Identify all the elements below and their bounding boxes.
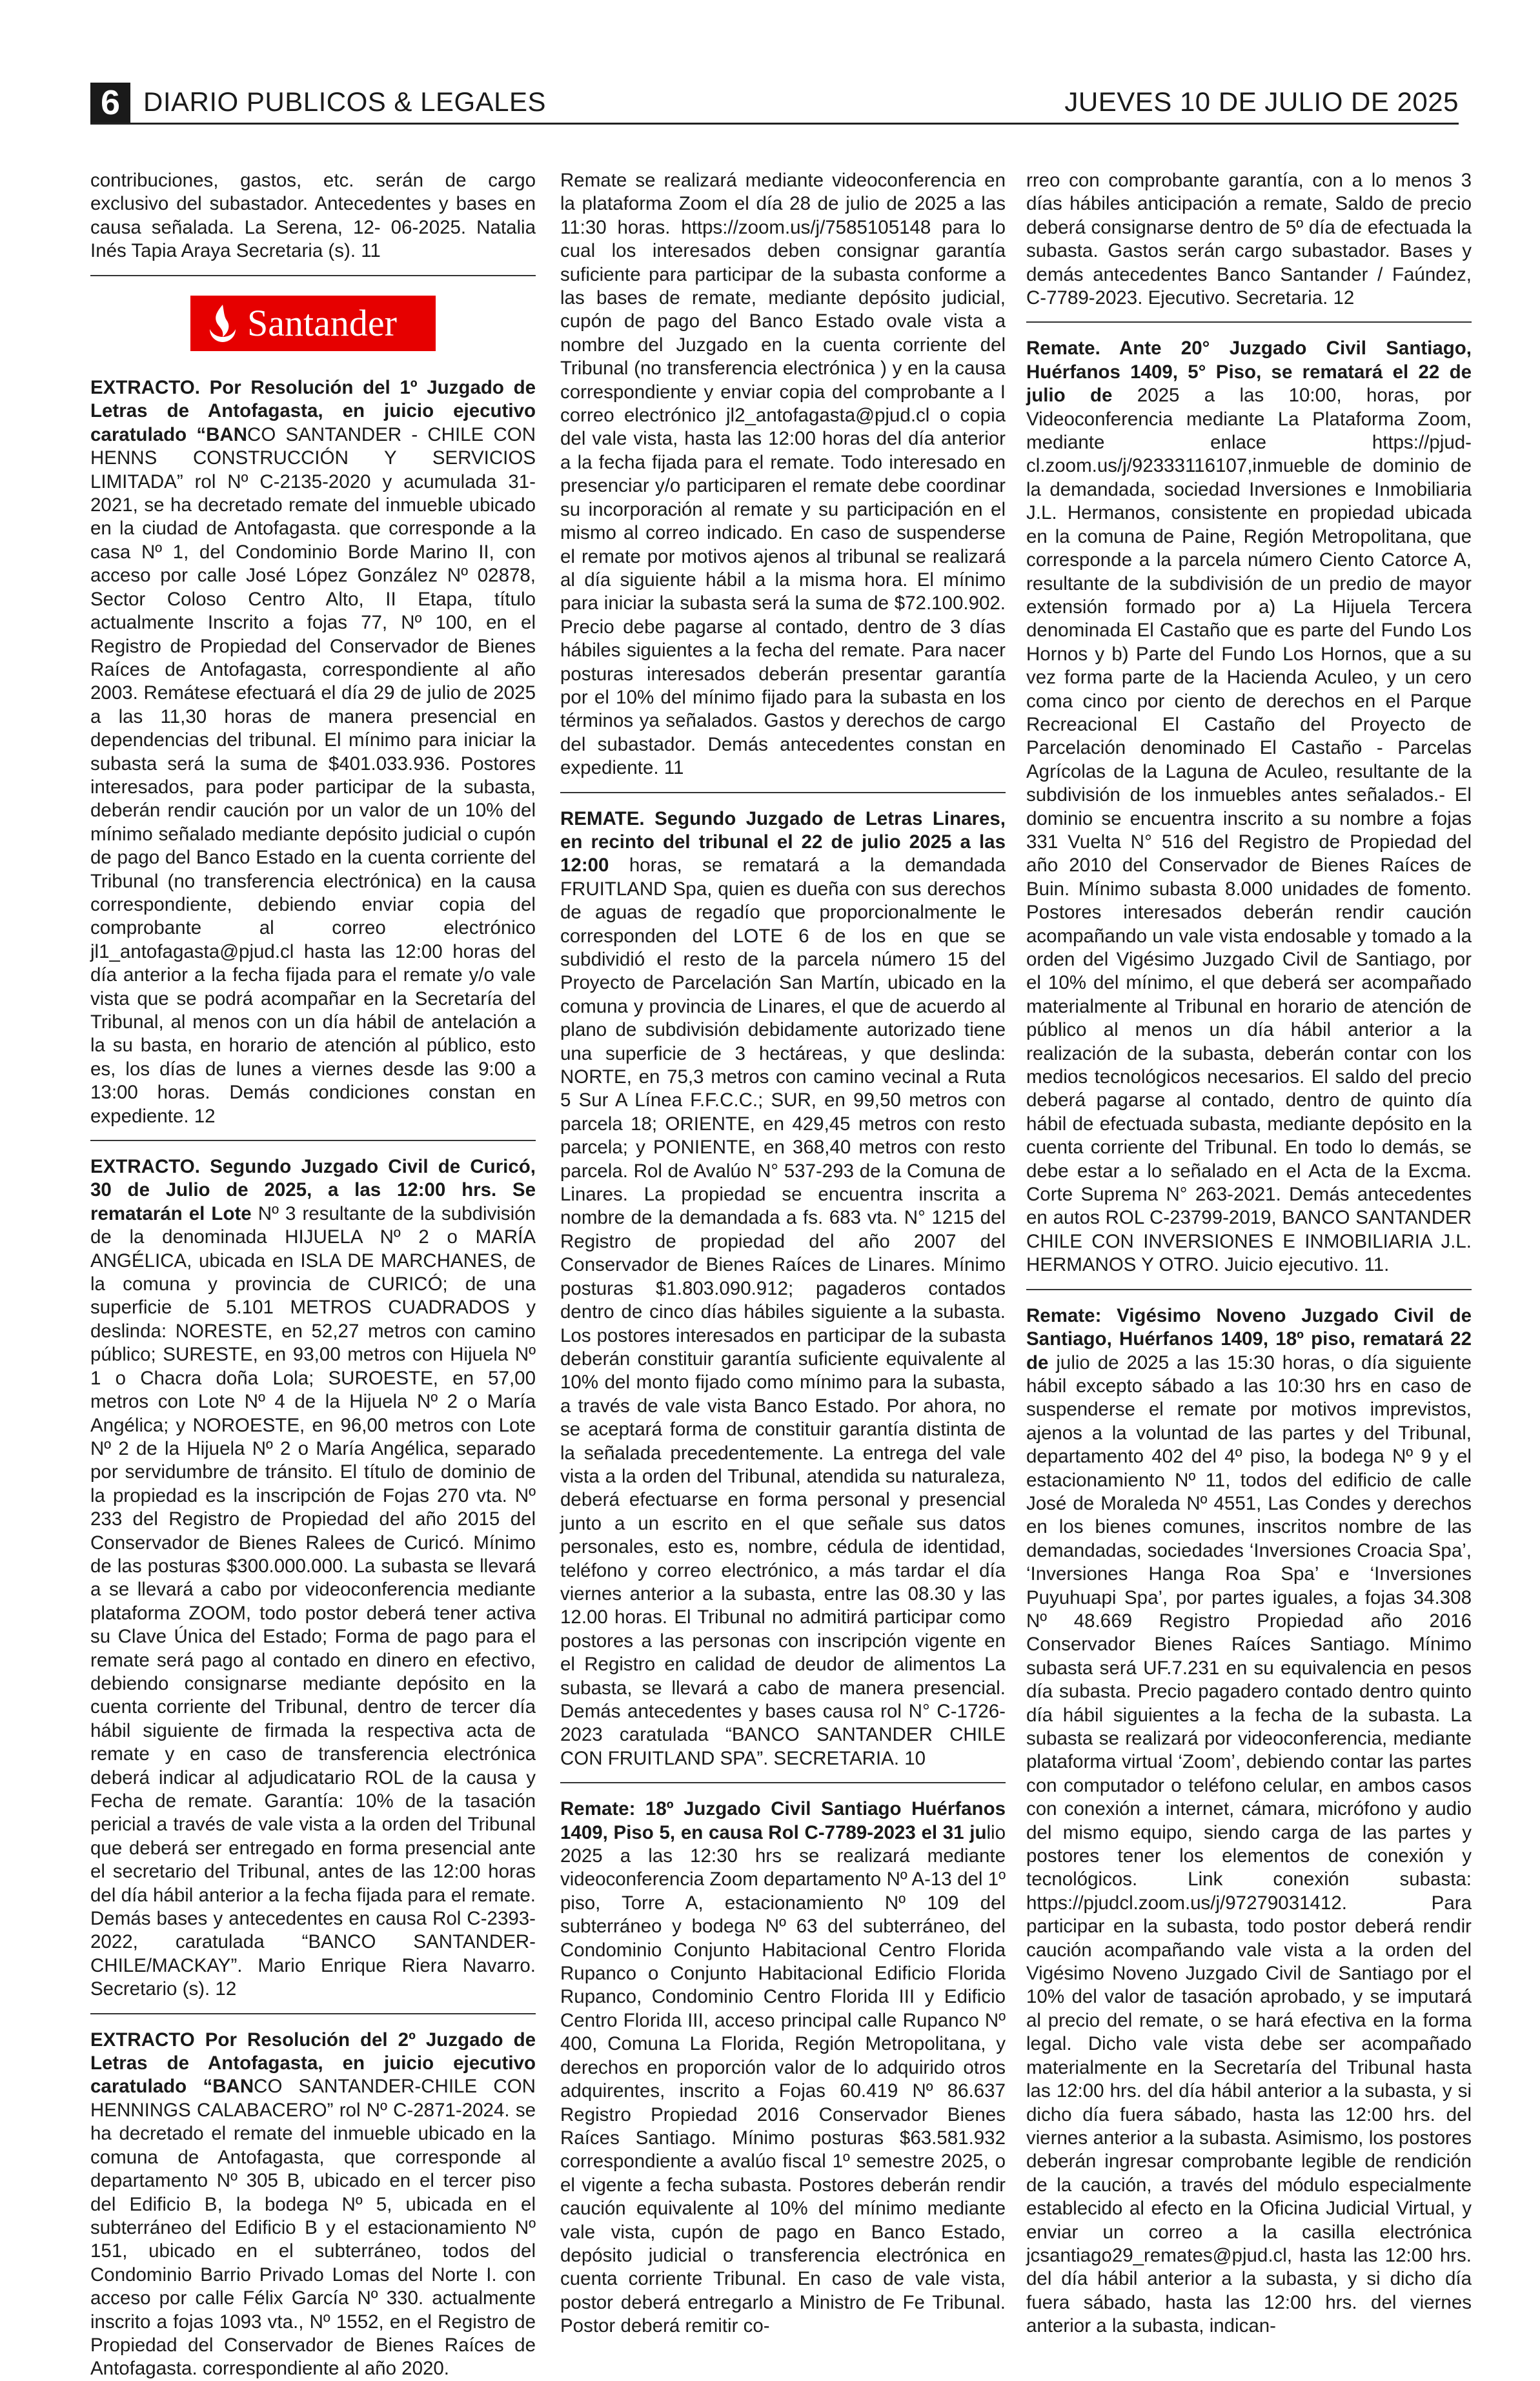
notice	[560, 792, 1006, 1771]
notice	[560, 1782, 1006, 2338]
notice-lead: EXTRACTO Por Resolución del 2º Juzgado de Letras de Antofagasta, en juicio ejecutivo caratulado “BAN	[90, 2029, 536, 2098]
notice	[1026, 1289, 1472, 2338]
logo-wordmark: Santander	[247, 301, 397, 344]
advertiser-logo-block	[90, 275, 536, 376]
notice	[90, 1140, 536, 2001]
column-3	[1026, 169, 1472, 2338]
flame-icon	[205, 303, 241, 343]
notice-body: lio 2025 a las 12:30 hrs se realizará mediante videoconferencia Zoom departamento Nº A-13 del 1º piso, Torre A, estacionamiento Nº 109 del subterráneo y bodega Nº 63 del subterráneo, del Condominio Conjunto Habitacional Centro Florida Rupanco o Conjunto Habitacional Edificio Florida Rupanco, Condominio Centro Florida III y Edificio Centro Florida III, acceso principal calle Rupanco Nº 400, Comuna La Florida, Región Metropolitana, y derechos en proporción valor de lo adquirido otros adquirentes, inscrito a Fojas 60.419 Nº 86.637 Registro Propiedad 2016 Conservador Bienes Raíces Santiago. Mínimo posturas $63.581.932 correspondiente a avalúo fiscal 1º semestre 2025, o el vigente a fecha subasta. Postores deberán rendir caución equivalente al 10% del mínimo mediante vale vista, cupón de pago en Banco Estado, depósito judicial o transferencia electrónica en cuenta corriente Tribunal. En caso de vale vista, postor deberá entregarlo a Ministro de Fe Tribunal. Postor deberá remitir co-	[560, 1821, 1006, 2337]
santander-logo	[190, 296, 436, 351]
notice-continuation: contribuciones, gastos, etc. serán de cargo exclusivo del subastador. Antecedentes y bases en causa señalada. La Serena, 12- 06-2025. Natalia Inés Tapia Araya Secretaria (s). 11	[90, 170, 536, 262]
notice-body: 2025 a las 10:00, horas, por Videoconferencia mediante La Plataforma Zoom, mediante enlace https://pjud-cl.zoom.us/j/92333116107,inmueble de dominio de la demandada, sociedad Inversiones e Inmobiliaria J.L. Hermanos, consistente en propiedad ubicada en la comuna de Paine, Región Metropolitana, que corresponde a la parcela número Ciento Catorce A, resultante de la subdivisión de un predio de mayor extensión formado por a) La Hijuela Tercera denominada El Castaño que es parte del Fundo Los Hornos y b) Parte del Fundo Los Hornos, que a su vez forma parte de la Hacienda Aculeo, y un cero coma cinco por ciento de derechos en el Parque Recreacional El Castaño del Proyecto de Parcelación denominado El Castaño - Parcelas Agrícolas de la Laguna de Aculeo, resultante de la subdivisión de los inmuebles antes señalados.- El dominio se encuentra inscrito a su nombre a fojas 331 Vuelta N° 516 del Registro de Propiedad del año 2010 del Conservador de Bienes Raíces de Buin. Mínimo subasta 8.000 unidades de fomento. Postores interesados deberán rendir caución acompañando un vale vista endosable y tomado a la orden del Vigésimo Juzgado Civil de Santiago, por el 10% del mínimo, el que deberá ser acompañado materialmente al Tribunal en horario de atención de público al menos un día hábil anterior a la realización de la subasta, deberán contar con los medios tecnológicos necesarios. El saldo del precio deberá pagarse al contado, dentro de quinto día hábil de efectuada subasta, mediante depósito en la cuenta corriente del Tribunal. En todo lo demás, se debe estar a lo señalado en el Acta de la Excma. Corte Suprema N° 263-2021. Demás antecedentes en autos ROL C-23799-2019, BANCO SANTANDER CHILE CON INVERSIONES E INMOBILIARIA J.L. HERMANOS Y OTRO. Juicio ejecutivo. 11.	[1026, 385, 1472, 1276]
publication-title: DIARIO PUBLICOS & LEGALES	[143, 86, 547, 117]
column-1	[90, 169, 536, 2381]
column-2	[560, 169, 1006, 2338]
notice-continuation: Remate se realizará mediante videoconferencia en la plataforma Zoom el día 28 de julio de 2025 a las 11:30 horas. https://zoom.us/j/7585105148 para lo cual los interesados deben consignar garantía suficiente para participar de la subasta conforme a las bases de remate, mediante depósito judicial, cupón de pago del Banco Estado ovale vista a nombre del Juzgado en la cuenta corriente del Tribunal (no transferencia electrónica ) y en la causa correspondiente y enviar copia del comprobante a I correo electrónico jl2_antofagasta@pjud.cl o copia del vale vista, hasta las 12:00 horas del día anterior a la fecha fijada para el remate. Todo interesado en presenciar y/o participaren el remate debe coordinar su incorporación al remate y su participación en el mismo al correo indicado. En caso de suspenderse el remate por motivos ajenos al tribunal se realizará al día siguiente hábil a la misma hora. El mínimo para iniciar la subasta será la suma de $72.100.902. Precio debe pagarse al contado, dentro de 3 días hábiles siguientes a la fecha del remate. Para nacer posturas interesados deberán presentar garantía por el 10% del mínimo fijado para la subasta en los términos ya señalados. Gastos y derechos de cargo del subastador. Demás antecedentes constan en expediente. 11	[560, 170, 1006, 779]
notice-body: CO SANTANDER - CHILE CON HENNS CONSTRUCCIÓN Y SERVICIOS LIMITADA” rol Nº C-2135-2020 y acumulada 31-2021, se ha decretado remate del inmueble ubicado en la ciudad de Antofagasta. que corresponde a la casa Nº 1, del Condominio Borde Marino II, con acceso por calle José López González Nº 02878, Sector Coloso Centro Alto, II Etapa, título actualmente Inscrito a fojas 77, Nº 100, en el Registro de Propiedad del Conservador de Bienes Raíces de Antofagasta, correspondiente al año 2003. Remátese efectuará el día 29 de julio de 2025 a las 11,30 horas de manera presencial en dependencias del tribunal. El mínimo para iniciar la subasta será la suma de $401.033.936. Postores interesados, para poder participar de la subasta, deberán rendir caución por un valor de un 10% del mínimo señalado mediante depósito judicial o cupón de pago del Banco Estado en la cuenta corriente del Tribunal (no transferencia electrónica) en la causa correspondiente, debiendo enviar copia del comprobante al correo electrónico jl1_antofagasta@pjud.cl hasta las 12:00 horas del día anterior a la fecha fijada para el remate y/o vale vista que se podrá acompañar en la Secretaría del Tribunal, al menos con un día hábil de antelación a la su basta, en horario de atención al público, esto es, los días de lunes a viernes desde las 9:00 a 13:00 horas. Demás condiciones constan en expediente. 12	[90, 423, 536, 1127]
notice-lead: Remate: 18º Juzgado Civil Santiago Huérfanos 1409, Piso 5, en causa Rol C-7789-2023 el 31 ju	[560, 1798, 1006, 1843]
page-number: 6	[90, 83, 130, 123]
publication-date: JUEVES 10 DE JULIO DE 2025	[1064, 86, 1459, 117]
notice-lead: EXTRACTO. Segundo Juzgado Civil de Curicó, 30 de Julio de 2025, a las 12:00 hrs. Se rematarán el Lote	[90, 1156, 536, 1224]
notice-lead: REMATE. Segundo Juzgado de Letras Linares, en recinto del tribunal el 22 de julio 2025 a las 12:00	[560, 807, 1006, 876]
notice-body: Nº 3 resultante de la subdivisión de la denominada HIJUELA Nº 2 o MARÍA ANGÉLICA, ubicada en ISLA DE MARCHANES, de la comuna y provincia de CURICÓ; de una superficie de 5.101 METROS CUADRADOS y deslinda: NORESTE, en 52,27 metros con camino público; SURESTE, en 93,00 metros con Hijuela Nº 1 o Chacra doña Lola; SUROESTE, en 57,00 metros con Lote Nº 4 de la Hijuela Nº 2 o María Angélica; y NOROESTE, en 96,00 metros con Lote Nº 2 de la Hijuela Nº 2 o María Angélica, separado por servidumbre de tránsito. El título de dominio de la propiedad es la inscripción de Fojas 270 vta. Nº 233 del Registro de Propiedad del año 2015 del Conservador de Bienes Ralees de Curicó. Mínimo de las posturas $300.000.000. La subasta se llevará a se llevará a cabo por videoconferencia mediante plataforma ZOOM, todo postor deberá tener activa su Clave Única del Estado; Forma de pago para el remate será pago al contado en dinero en efectivo, debiendo consignarse mediante depósito en la cuenta corriente del Tribunal, dentro de tercer día hábil siguiente de firmada la respectiva acta de remate y en caso de transferencia electrónica deberá indicar al adjudicatario ROL de la causa y Fecha de remate. Garantía: 10% de la tasación pericial a través de vale vista a la orden del Tribunal que deberá ser entregado en forma presencial ante el secretario del Tribunal, antes de las 12:00 horas del día hábil anterior a la fecha fijada para el remate. Demás bases y antecedentes en causa Rol C-2393-2022, caratulada “BANCO SANTANDER-CHILE/MACKAY”. Mario Enrique Riera Navarro. Secretario (s). 12	[90, 1202, 536, 2000]
page-header	[90, 83, 1459, 125]
notice-lead: Remate. Ante 20° Juzgado Civil Santiago, Huérfanos 1409, 5° Piso, se rematará el 22 de julio de	[1026, 338, 1472, 407]
notice-body: CO SANTANDER-CHILE CON HENNINGS CALABACERO” rol Nº C-2871-2024. se ha decretado el remate del inmueble ubicado en la comuna de Antofagasta, que corresponde al departamento Nº 305 B, ubicado en el tercer piso del Edificio B, la bodega Nº 5, ubicada en el subterráneo del Edificio B y el estacionamiento Nº 151, ubicado en el subterráneo, todos del Condominio Barrio Privado Lomas del Norte I. con acceso por calle Félix García Nº 330. actualmente inscrito a fojas 1093 vta., Nº 1552, en el Registro de Propiedad del Conservador de Bienes Raíces de Antofagasta. correspondiente al año 2020.	[90, 2076, 536, 2380]
notice	[90, 2013, 536, 2381]
notice	[90, 376, 536, 1128]
notice	[1026, 321, 1472, 1277]
notice-body: julio de 2025 a las 15:30 horas, o día siguiente hábil excepto sábado a las 10:30 hrs en caso de suspenderse el remate por motivos imprevistos, ajenos a la voluntad de las partes y del Tribunal, departamento 402 del 4º piso, la bodega Nº 9 y el estacionamiento Nº 11, todos del edificio de calle José de Moraleda Nº 4551, Las Condes y derechos en los bienes comunes, inscritos nombre de las demandadas, sociedades ‘Inversiones Croacia Spa’, ‘Inversiones Hanga Roa Spa’ e ‘Inversiones Puyuhuapi Spa’, por partes iguales, a fojas 34.308 Nº 48.669 Registro Propiedad año 2016 Conservador Bienes Raíces Santiago. Mínimo subasta será UF.7.231 en su equivalencia en pesos día subasta. Precio pagadero contado dentro quinto día hábil siguientes a la fecha de la subasta. La subasta se realizará por videoconferencia, mediante plataforma virtual ‘Zoom’, debiendo contar las partes con computador o teléfono celular, en ambos casos con conexión a internet, cámara, micrófono y audio del mismo equipo, siendo carga de las partes y postores tener los elementos de conexión y tecnológicos. Link conexión subasta: https://pjudcl.zoom.us/j/97279031412. Para participar en la subasta, todo postor deberá rendir caución acompañando vale vista a la orden del Vigésimo Noveno Juzgado Civil de Santiago por el 10% del valor de tasación aprobado, y se imputará al precio del remate, o se hará efectiva en la forma legal. Dicho vale vista debe ser acompañado materialmente en la Secretaría del Tribunal hasta las 12:00 hrs. del día hábil anterior a la subasta, y si dicho día fuera sábado, hasta las 12:00 hrs. del viernes anterior a la subasta. Asimismo, los postores deberán ingresar comprobante legible de rendición de la caución, a través del módulo especialmente establecido al efecto en la Oficina Judicial Virtual, y enviar un correo a la casilla electrónica jcsantiago29_remates@pjud.cl, hasta las 12:00 hrs. del día hábil anterior a la subasta, y si dicho día fuera sábado, hasta las 12:00 hrs. del viernes anterior a la subasta, indican-	[1026, 1352, 1472, 2337]
notice-lead: EXTRACTO. Por Resolución del 1º Juzgado de Letras de Antofagasta, en juicio ejecutivo caratulado “BAN	[90, 377, 536, 445]
notice-lead: Remate: Vigésimo Noveno Juzgado Civil de Santiago, Huérfanos 1409, 18º piso, rematará 22 de	[1026, 1304, 1472, 1373]
notice-continuation: rreo con comprobante garantía, con a lo menos 3 días hábiles anticipación a remate, Saldo de precio deberá consignarse dentro de 5º día de efectuada la subasta. Gastos serán cargo subastador. Bases y demás antecedentes Banco Santander / Faúndez, C-7789-2023. Ejecutivo. Secretaria. 12	[1026, 170, 1472, 309]
notice-body: horas, se rematará a la demandada FRUITLAND Spa, quien es dueña con sus derechos de aguas de regadío que proporcionalmente le corresponden del LOTE 6 de los en que se subdividió el resto de la parcela número 15 del Proyecto de Parcelación San Martín, ubicado en la comuna y provincia de Linares, el que de acuerdo al plano de subdivisión debidamente autorizado tiene una superficie de 3 hectáreas, y que deslinda: NORTE, en 75,3 metros con camino vecinal a Ruta 5 Sur A Línea F.F.C.C.; SUR, en 99,50 metros con parcela 18; ORIENTE, en 429,45 metros con resto parcela; y PONIENTE, en 368,40 metros con resto parcela. Rol de Avalúo N° 537-293 de la Comuna de Linares. La propiedad se encuentra inscrita a nombre de la demandada a fs. 683 vta. N° 1215 del Registro de propiedad del año 2007 del Conservador de Bienes Raíces de Linares. Mínimo posturas $1.803.090.912; pagaderos contados dentro de cinco días hábiles siguiente a la subasta. Los postores interesados en participar de la subasta deberán constituir garantía suficiente equivalente al 10% del monto fijado como mínimo para la subasta, a través de vale vista Banco Estado. Por ahora, no se aceptará forma de constituir garantía distinta de la señalada precedentemente. La entrega del vale vista a la orden del Tribunal, atendida su naturaleza, deberá efectuarse en forma personal y presencial junto a un escrito en el que señale sus datos personales, esto es, nombre, cédula de identidad, teléfono y correo electrónico, a más tardar el día viernes anterior a la subasta, entre las 08.30 y las 12.00 horas. El Tribunal no admitirá participar como postores a las personas con inscripción vigente en el Registro en calidad de deudor de alimentos La subasta, se llevará a cabo de manera presencial. Demás antecedentes y bases causa rol N° C-1726-2023 caratulada “BANCO SANTANDER CHILE CON FRUITLAND SPA”. SECRETARIA. 10	[560, 855, 1006, 1769]
